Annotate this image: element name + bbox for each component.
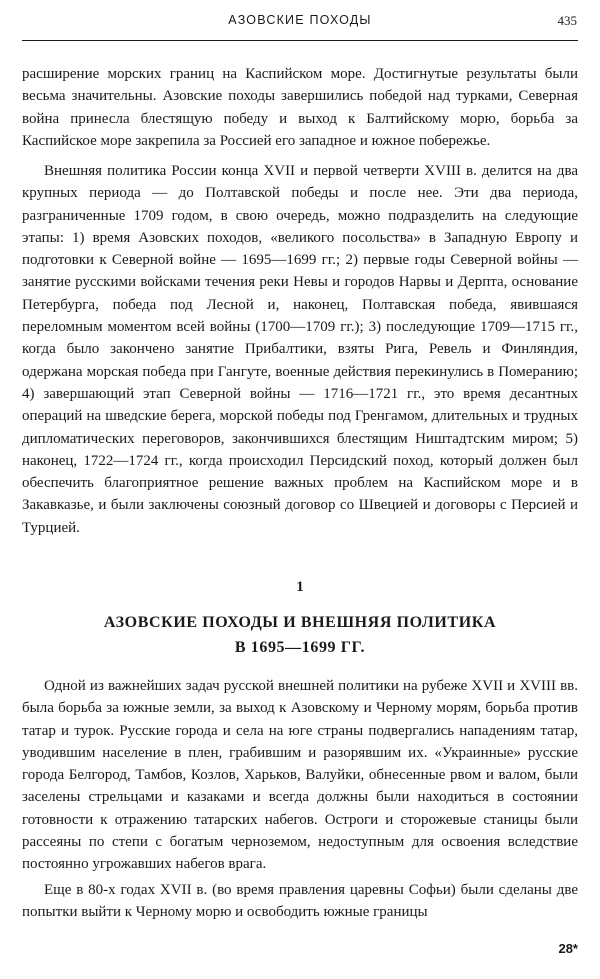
chapter-title-line-2: В 1695—1699 ГГ. [234, 639, 366, 656]
intro-paragraph-continuation: расширение морских границ на Каспийском море. Достигнутые результаты были весьма значительны. Азовские походы завершились победой над турками, Северная война принесла блестящую победу и выход к Балтийскому морю, борьба за Каспийское море закрепила за Россией его западное и южное побережье. [22, 66, 578, 149]
page-number: 435 [557, 13, 577, 28]
printer-signature: 28* [558, 941, 578, 956]
intro-paragraph-periods: Внешняя политика России конца XVII и первой четверти XVIII в. делится на два крупных периода — до Полтавской победы и после нее. Эти два периода, разграниченные 1709 годом, в свою очередь, можно подразделить на следующие этапы: 1) время Азовских походов, «великого посольства» в Западную Европу и подготовки к Северной войне — 1695—1699 гг.; 2) первые годы Северной войны — занятие русскими войсками течения реки Невы и городов Нарвы и Дерпта, основание Петербурга, победа под Лесной и, наконец, Полтавская победа, явившаяся переломным моментом всей войны (1700—1709 гг.); 3) последующие 1709—1715 гг., когда было закончено занятие Прибалтики, взяты Рига, Ревель и Финляндия, одержана морская победа при Гангуте, военные действия перекинулись в Померанию; 4) завершающий этап Северной войны — 1716—1721 гг., это время десантных операций на шведские берега, морской победы под Гренгамом, длительных и трудных дипломатических переговоров, закончившихся блестящим Ништадтским миром; 5) наконец, 1722—1724 гг., когда происходил Персидский поход, который должен был обеспечить благоприятное решение важных проблем на Каспийском море и в Закавказье, и были заключены союзный договор со Швецией и договоры с Персией и Турцией. [22, 163, 578, 536]
header-divider [22, 40, 578, 41]
chapter-title-line-1: АЗОВСКИЕ ПОХОДЫ И ВНЕШНЯЯ ПОЛИТИКА [103, 614, 497, 631]
chapter-number: 1 [296, 579, 304, 595]
chapter-title [0, 610, 600, 660]
running-title: АЗОВСКИЕ ПОХОДЫ [228, 13, 372, 27]
chapter-paragraph-1: Одной из важнейших задач русской внешней политики на рубеже XVII и XVIII вв. была борьба за южные земли, за выход к Азовскому и Черному морям, борьба против татар и турок. Русские города и села на юге страны подвергались нападениям татар, уводившим население в плен, грабившим и разорявшим их. «Украинные» русские города Белгород, Тамбов, Козлов, Харьков, Валуйки, обнесенные рвом и валом, были заселены стрельцами и казаками и всегда должны были находиться в состоянии готовности к отражению татарских набегов. Остроги и сторожевые станицы были рассеяны по степи с богатым черноземом, недоступным для освоения вследствие постоянно угрожавших набегов врага. [22, 678, 578, 873]
chapter-paragraph-2: Еще в 80-х годах XVII в. (во время правления царевны Софьи) были сделаны две попытки выйти к Черному морю и освободить южные границы [22, 882, 578, 921]
